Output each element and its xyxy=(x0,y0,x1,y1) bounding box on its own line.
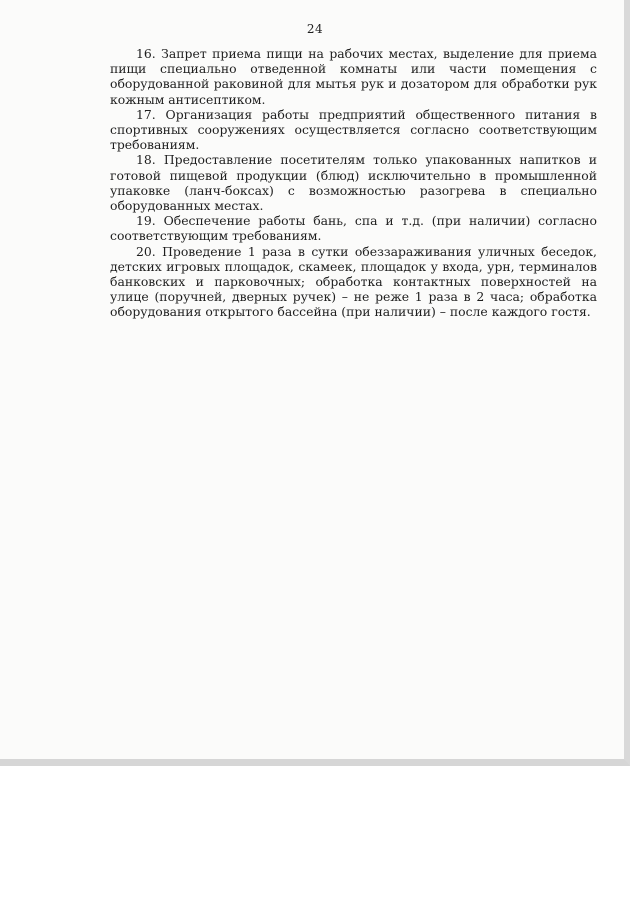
paragraph-16: 16. Запрет приема пищи на рабочих местах, выделение для приема пищи специально отведенной комнаты или части помещения с оборудованной раковиной для мытья рук и дозатором для обработки рук кожным антисептиком. xyxy=(110,46,597,107)
paragraph-20: 20. Проведение 1 раза в сутки обеззараживания уличных беседок, детских игровых площадок, скамеек, площадок у входа, урн, терминалов банковских и парковочных; обработка контактных поверхностей на улице (поручней, дверных ручек) – не реже 1 раза в 2 часа; обработка оборудования открытого бассейна (при наличии) – после каждого гостя. xyxy=(110,243,597,320)
paragraph-19: 19. Обеспечение работы бань, спа и т.д. (при наличии) согласно соответствующим требованиям. xyxy=(110,213,597,244)
paragraph-17: 17. Организация работы предприятий общественного питания в спортивных сооружениях осуществляется согласно соответствующим требованиям. xyxy=(110,106,597,153)
page-number: 24 xyxy=(306,22,324,36)
paragraph-18: 18. Предоставление посетителям только упакованных напитков и готовой пищевой продукции (блюд) исключительно в промышленной упаковке (ланч-боксах) с возможностью разогрева в специально оборудованных местах. xyxy=(110,152,597,214)
document-body xyxy=(110,46,597,320)
